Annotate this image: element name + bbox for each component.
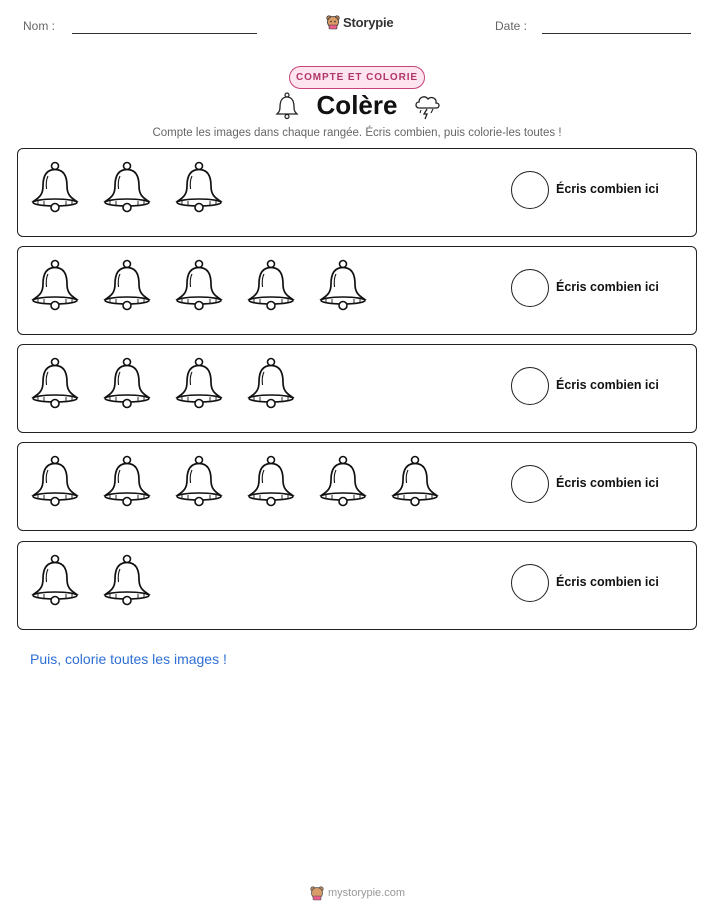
count-row [17, 541, 697, 630]
bell-icon [318, 455, 368, 507]
instructions: Compte les images dans chaque rangée. Écris combien, puis colorie-les toutes ! [152, 127, 562, 139]
bell-icon [30, 259, 80, 311]
bell-icon [174, 161, 224, 213]
bell-icon [246, 455, 296, 507]
bell-icon [30, 161, 80, 213]
name-label: Nom : [23, 19, 56, 33]
bell-icon [102, 554, 152, 606]
bell-group [30, 357, 296, 409]
bell-group [30, 259, 368, 311]
answer-circle[interactable] [511, 269, 549, 307]
storm-cloud-icon [412, 92, 442, 122]
count-row [17, 442, 697, 531]
bell-icon [102, 259, 152, 311]
answer-label: Écris combien ici [556, 280, 659, 294]
bell-group [30, 455, 440, 507]
footer-url: mystorypie.com [328, 887, 406, 899]
activity-type-badge: COMPTE ET COLORIE [289, 66, 425, 89]
bell-icon [174, 455, 224, 507]
bell-icon [102, 357, 152, 409]
answer-label: Écris combien ici [556, 378, 659, 392]
bell-icon [246, 357, 296, 409]
coloring-instruction: Puis, colorie toutes les images ! [30, 651, 227, 667]
bell-icon [30, 455, 80, 507]
bell-icon [174, 259, 224, 311]
bell-icon [102, 161, 152, 213]
answer-circle[interactable] [511, 367, 549, 405]
bell-icon [102, 455, 152, 507]
answer-label: Écris combien ici [556, 476, 659, 490]
bell-group [30, 554, 152, 606]
count-row [17, 246, 697, 335]
date-line[interactable] [542, 33, 691, 34]
answer-circle[interactable] [511, 465, 549, 503]
answer-label: Écris combien ici [556, 182, 659, 196]
answer-circle[interactable] [511, 171, 549, 209]
count-row [17, 344, 697, 433]
answer-circle[interactable] [511, 564, 549, 602]
brand-name: Storypie [343, 14, 394, 30]
bell-icon [174, 357, 224, 409]
bell-icon [30, 554, 80, 606]
bell-icon [246, 259, 296, 311]
bell-icon [318, 259, 368, 311]
footer-brand[interactable] [310, 885, 405, 901]
bell-icon [390, 455, 440, 507]
bell-icon [30, 357, 80, 409]
bear-logo-icon [310, 885, 324, 901]
answer-label: Écris combien ici [556, 575, 659, 589]
bell-group [30, 161, 224, 213]
bear-logo-icon [326, 14, 340, 30]
name-line[interactable] [72, 33, 257, 34]
page-title: Colère [316, 90, 398, 120]
brand-logo [326, 14, 393, 30]
count-row [17, 148, 697, 237]
date-label: Date : [495, 19, 528, 33]
